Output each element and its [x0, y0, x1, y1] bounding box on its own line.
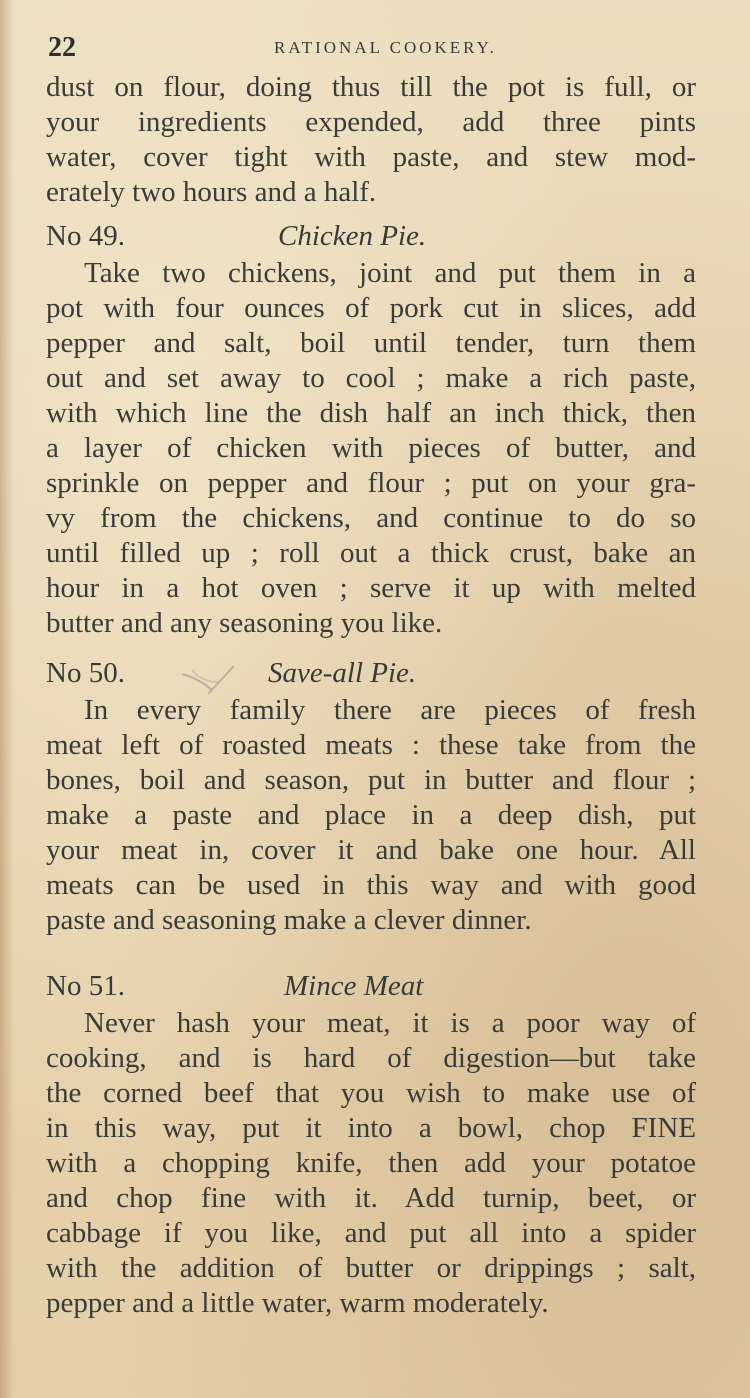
- text-line: the corned beef that you wish to make use of: [46, 1077, 696, 1109]
- recipe-section: [46, 653, 696, 938]
- text-line: erately two hours and a half.: [46, 176, 377, 208]
- text-line: meat left of roasted meats : these take from the: [46, 729, 696, 761]
- text-line: make a paste and place in a deep dish, put: [46, 799, 696, 831]
- pencil-mark-icon: [178, 660, 248, 700]
- text-line: hour in a hot oven ; serve it up with melted: [46, 572, 696, 604]
- recipe-number: No 49.: [46, 220, 125, 252]
- text-line: paste and seasoning make a clever dinner.: [46, 904, 532, 936]
- recipe-title: Save-all Pie.: [268, 657, 417, 689]
- recipe-heading: [46, 216, 696, 256]
- text-line: pot with four ounces of pork cut in slices, add: [46, 292, 696, 324]
- recipe-title: Chicken Pie.: [278, 220, 427, 252]
- text-line: cabbage if you like, and put all into a spider: [46, 1217, 696, 1249]
- recipe-title: Mince Meat: [284, 970, 424, 1002]
- text-line: meats can be used in this way and with good: [46, 869, 696, 901]
- text-line: a layer of chicken with pieces of butter, and: [46, 432, 696, 464]
- recipe-number: No 51.: [46, 970, 125, 1002]
- text-line: butter and any seasoning you like.: [46, 607, 443, 639]
- text-line: your ingredients expended, add three pints: [46, 106, 696, 138]
- page-number: 22: [48, 32, 76, 63]
- text-line: with which line the dish half an inch thick, then: [46, 397, 696, 429]
- text-line: bones, boil and season, put in butter and flour ;: [46, 764, 696, 796]
- text-line: and chop fine with it. Add turnip, beet, or: [46, 1182, 696, 1214]
- text-line: pepper and a little water, warm moderately.: [46, 1287, 549, 1319]
- text-line: out and set away to cool ; make a rich paste,: [46, 362, 696, 394]
- text-line: until filled up ; roll out a thick crust, bake an: [46, 537, 696, 569]
- text-line: water, cover tight with paste, and stew mod-: [46, 141, 696, 173]
- text-line: Never hash your meat, it is a poor way of: [84, 1007, 696, 1039]
- text-line: pepper and salt, boil until tender, turn them: [46, 327, 696, 359]
- text-line: In every family there are pieces of fresh: [84, 694, 696, 726]
- recipe-section: [46, 216, 696, 641]
- text-line: with the addition of butter or drippings ; salt,: [46, 1252, 696, 1284]
- recipe-heading: [46, 653, 696, 693]
- text-line: Take two chickens, joint and put them in a: [84, 257, 696, 289]
- running-head: RATIONAL COOKERY.: [274, 38, 497, 57]
- text-line: with a chopping knife, then add your potatoe: [46, 1147, 696, 1179]
- text-line: cooking, and is hard of digestion—but take: [46, 1042, 696, 1074]
- text-line: vy from the chickens, and continue to do so: [46, 502, 696, 534]
- text-line: sprinkle on pepper and flour ; put on your gra-: [46, 467, 696, 499]
- recipe-section: [46, 966, 696, 1321]
- recipe-number: No 50.: [46, 657, 125, 689]
- text-line: in this way, put it into a bowl, chop FINE: [46, 1112, 696, 1144]
- recipe-heading: [46, 966, 696, 1006]
- page-header: [46, 30, 696, 70]
- text-line: your meat in, cover it and bake one hour. All: [46, 834, 696, 866]
- text-line: dust on flour, doing thus till the pot is full, or: [46, 71, 696, 103]
- intro-paragraph: [46, 70, 696, 210]
